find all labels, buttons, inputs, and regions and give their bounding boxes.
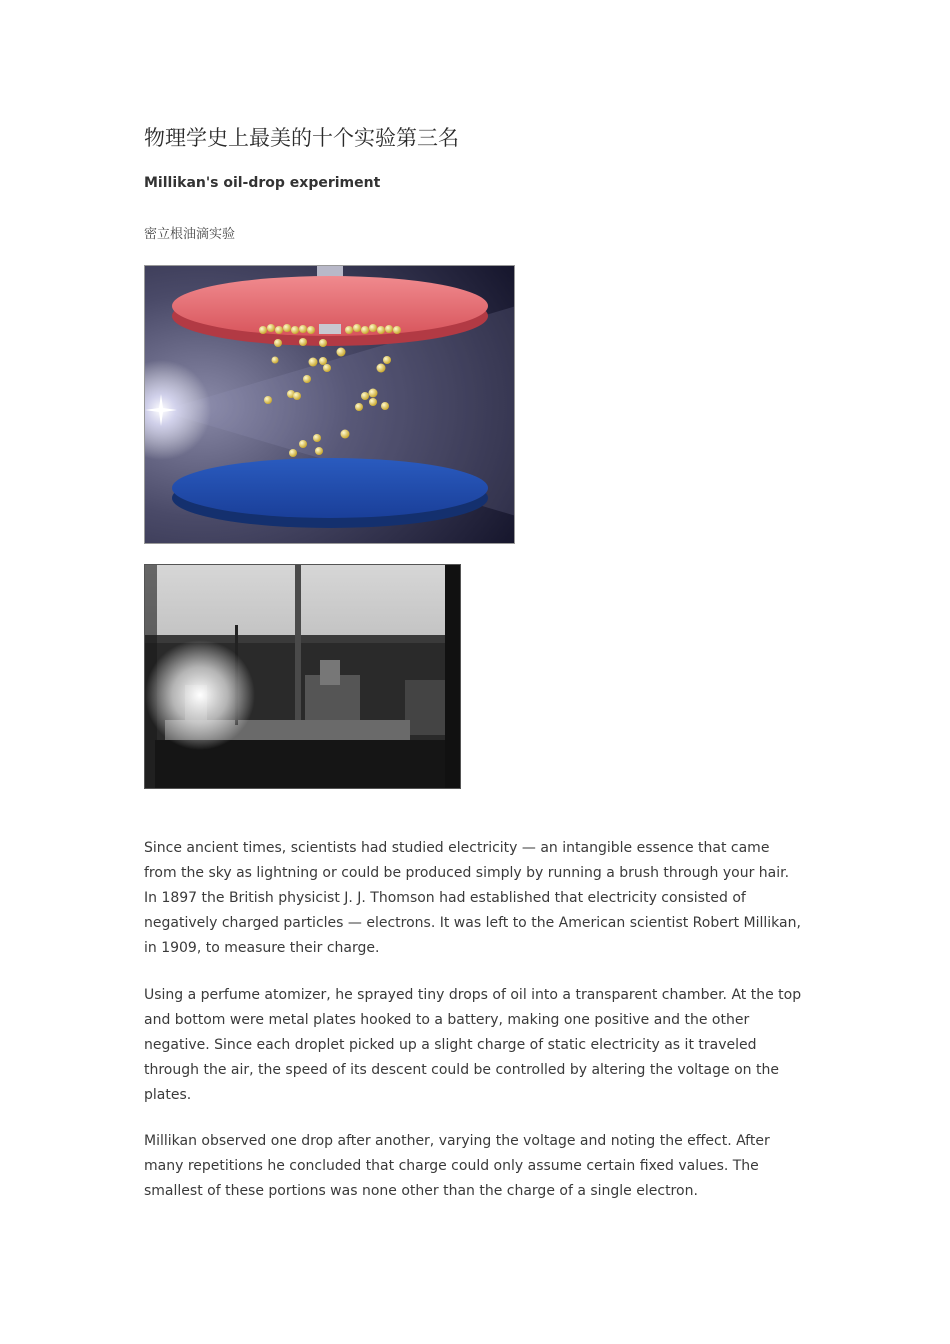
paragraph: Since ancient times, scientists had studied electricity — an intangible essence that came from the sky as lightning or could be produced simply by running a brush through your hair. In 1897 the British physicist J. J. Thomson had established that electricity consisted of negatively charged particles — electrons. It was left to the American scientist Robert Millikan, in 1909, to measure their charge. [144, 840, 801, 956]
paragraph: Using a perfume atomizer, he sprayed tiny drops of oil into a transparent chamber. At the top and bottom were metal plates hooked to a battery, making one positive and the other negative. Since each droplet picked up a slight charge of static electricity as it traveled through the air, the speed of its descent could be controlled by altering the voltage on the plates. [144, 987, 802, 1103]
chinese-subtitle: 密立根油滴实验 [144, 227, 236, 242]
historical-lab-photo [144, 564, 461, 789]
page-title: 物理学史上最美的十个实验第三名 [144, 126, 459, 150]
paragraph: Millikan observed one drop after another, varying the voltage and noting the effect. After many repetitions he concluded that charge could only assume certain fixed values. The smallest of these portions was none other than the charge of a single electron. [144, 1133, 770, 1199]
english-subtitle: Millikan's oil-drop experiment [144, 175, 381, 191]
oil-drop-illustration [144, 265, 515, 544]
